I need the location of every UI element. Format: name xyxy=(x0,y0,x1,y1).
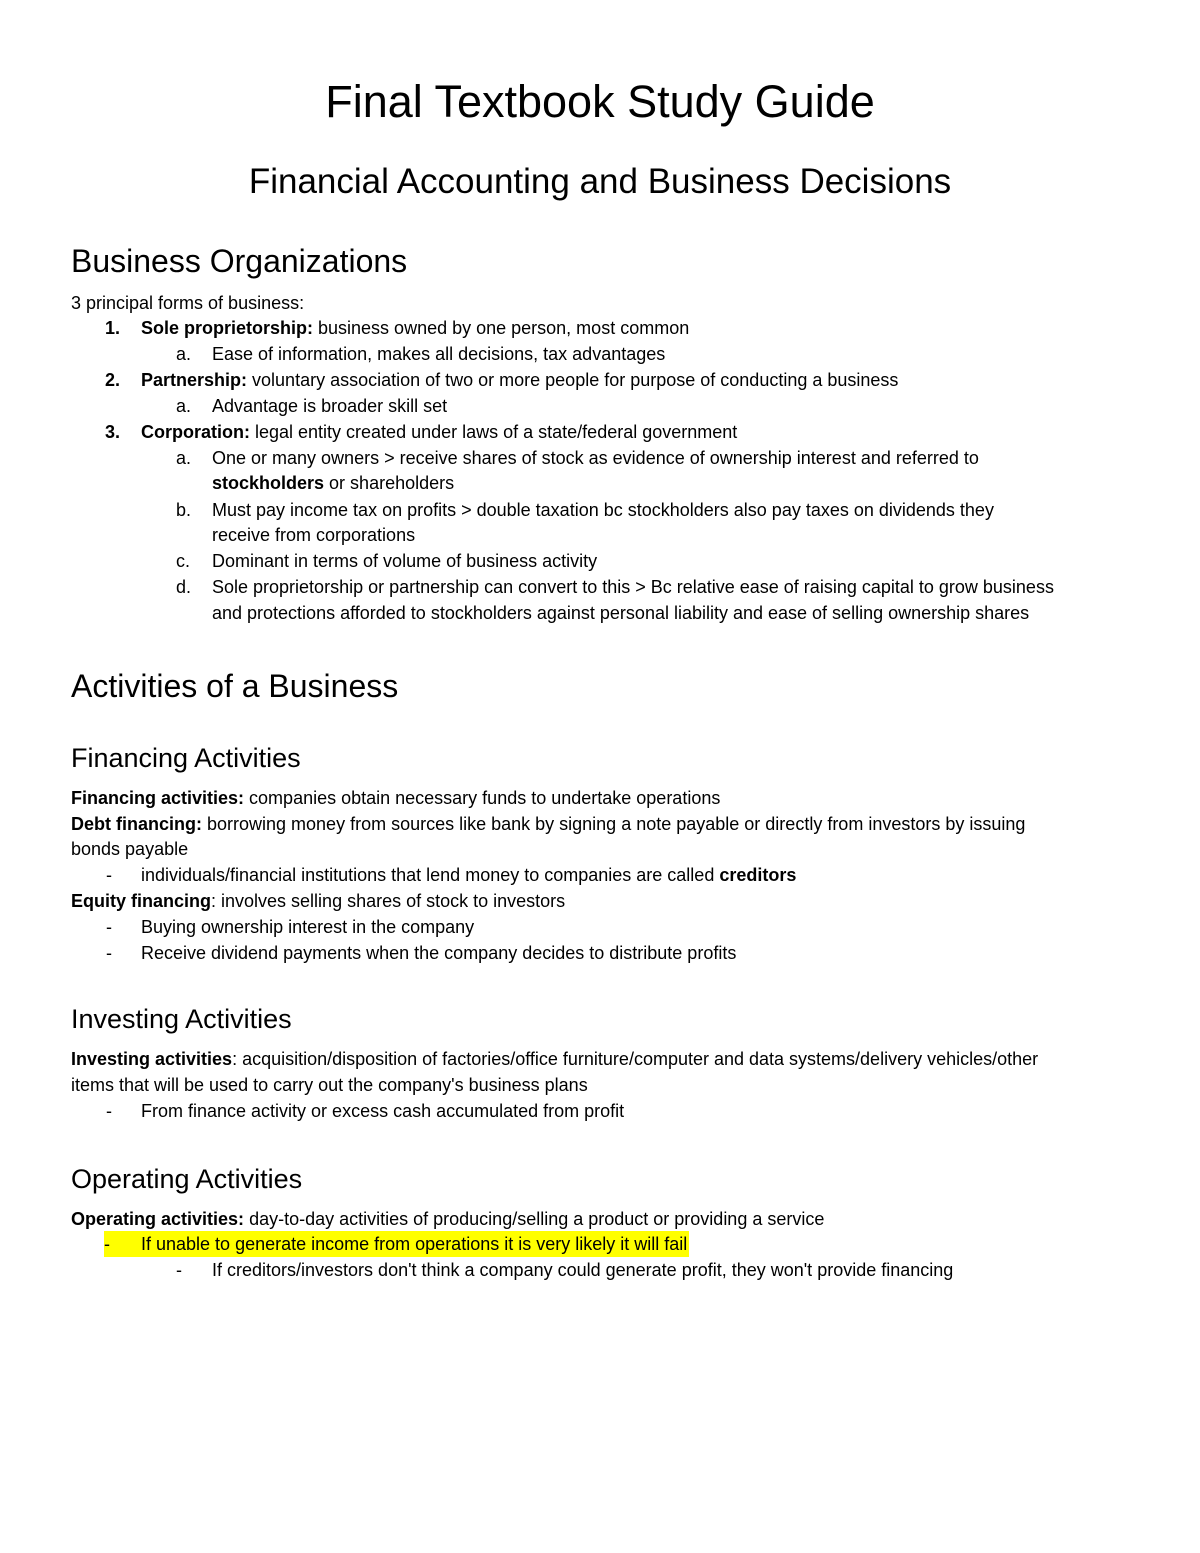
bullet-marker: - xyxy=(106,865,112,885)
term-label: Investing activities xyxy=(71,1049,233,1069)
heading-operating: Operating Activities xyxy=(71,1164,303,1194)
highlighted-text: If unable to generate income from operations it is very likely it will fail xyxy=(141,1234,688,1254)
financing-definition xyxy=(71,785,720,811)
bullet-item: Receive dividend payments when the company decides to distribute profits xyxy=(141,943,737,963)
term-label: Debt financing: xyxy=(71,814,202,834)
list-item xyxy=(141,315,689,341)
term-label: Sole proprietorship: xyxy=(141,318,314,338)
intro-text: 3 principal forms of business: xyxy=(71,293,305,313)
term-text: : involves selling shares of stock to investors xyxy=(211,891,566,911)
sub-marker: d. xyxy=(176,577,192,597)
sub-item: Must pay income tax on profits > double taxation bc stockholders also pay taxes on dividends they xyxy=(212,500,994,520)
creditors-term: creditors xyxy=(719,865,797,885)
list-marker: 3. xyxy=(105,422,121,442)
term-text: companies obtain necessary funds to undertake operations xyxy=(244,788,721,808)
investing-definition xyxy=(71,1046,1038,1072)
list-marker: 1. xyxy=(105,318,121,338)
document-title: Final Textbook Study Guide xyxy=(325,76,875,127)
sub-item: Sole proprietorship or partnership can convert to this > Bc relative ease of raising capital to grow business xyxy=(212,577,1054,597)
term-label: Equity financing xyxy=(71,891,212,911)
sub-marker: c. xyxy=(176,551,191,571)
list-item xyxy=(141,419,737,445)
debt-financing-continuation: bonds payable xyxy=(71,839,189,859)
bullet-marker: - xyxy=(176,1260,182,1280)
investing-continuation: items that will be used to carry out the company's business plans xyxy=(71,1075,588,1095)
bullet-marker: - xyxy=(106,917,112,937)
list-marker: 2. xyxy=(105,370,121,390)
debt-financing-definition xyxy=(71,811,1025,837)
bullet-text: individuals/financial institutions that lend money to companies are called xyxy=(141,865,720,885)
term-label: Operating activities: xyxy=(71,1209,245,1229)
sub-item-text: or shareholders xyxy=(324,473,455,493)
sub-item-continuation: receive from corporations xyxy=(212,525,416,545)
term-text: business owned by one person, most common xyxy=(313,318,690,338)
heading-financing: Financing Activities xyxy=(71,743,301,773)
term-label: Partnership: xyxy=(141,370,248,390)
bullet-item: From finance activity or excess cash accumulated from profit xyxy=(141,1101,625,1121)
sub-bullet-item: If creditors/investors don't think a company could generate profit, they won't provide financing xyxy=(212,1260,954,1280)
sub-item: Advantage is broader skill set xyxy=(212,396,448,416)
heading-investing: Investing Activities xyxy=(71,1004,292,1034)
term-text: legal entity created under laws of a state/federal government xyxy=(249,422,738,442)
equity-financing-definition xyxy=(71,888,565,914)
bullet-marker: - xyxy=(104,1234,110,1254)
bullet-marker: - xyxy=(106,1101,112,1121)
document-subtitle: Financial Accounting and Business Decisions xyxy=(248,162,952,201)
sub-item: One or many owners > receive shares of stock as evidence of ownership interest and referred to xyxy=(212,448,979,468)
list-item xyxy=(141,367,898,393)
sub-marker: b. xyxy=(176,500,192,520)
term-text: : acquisition/disposition of factories/office furniture/computer and data systems/delivery vehicles/other xyxy=(232,1049,1039,1069)
sub-item-continuation xyxy=(212,470,454,496)
heading-business-organizations: Business Organizations xyxy=(71,243,408,279)
bullet-marker: - xyxy=(106,943,112,963)
sub-item: Dominant in terms of volume of business activity xyxy=(212,551,598,571)
sub-item: Ease of information, makes all decisions, tax advantages xyxy=(212,344,666,364)
sub-item-continuation: and protections afforded to stockholders against personal liability and ease of selling ownership shares xyxy=(212,603,1030,623)
term-label: Corporation: xyxy=(141,422,250,442)
sub-marker: a. xyxy=(176,448,192,468)
heading-activities: Activities of a Business xyxy=(71,668,399,704)
term-text: borrowing money from sources like bank by signing a note payable or directly from investors by issuing xyxy=(202,814,1026,834)
operating-definition xyxy=(71,1206,824,1232)
highlighted-bullet xyxy=(104,1231,689,1257)
sub-marker: a. xyxy=(176,396,192,416)
sub-marker: a. xyxy=(176,344,192,364)
term-label: Financing activities: xyxy=(71,788,245,808)
term-text: day-to-day activities of producing/selling a product or providing a service xyxy=(244,1209,825,1229)
term-text: voluntary association of two or more people for purpose of conducting a business xyxy=(247,370,899,390)
bullet-item xyxy=(141,862,796,888)
stockholders-term: stockholders xyxy=(212,473,325,493)
bullet-item: Buying ownership interest in the company xyxy=(141,917,475,937)
